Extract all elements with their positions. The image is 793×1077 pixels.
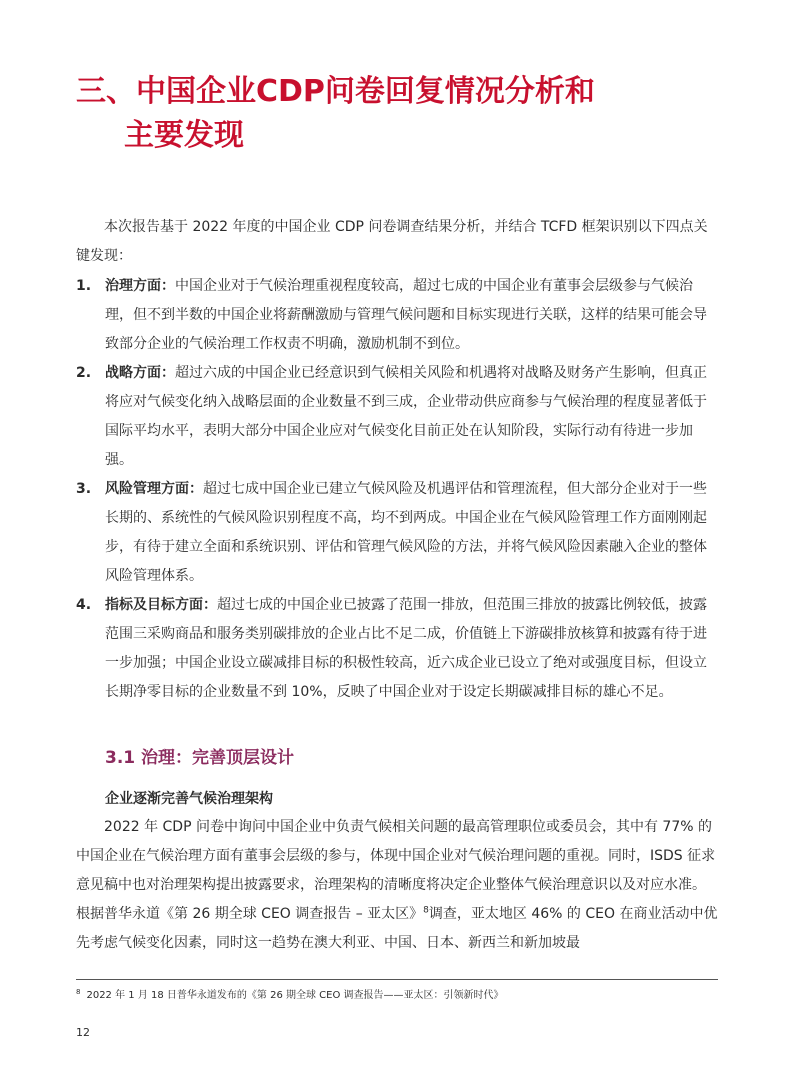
footnote-text: 2022 年 1 月 18 日普华永道发布的《第 26 期全球 CEO 调查报告——亚太区：引领新时代》 xyxy=(86,990,504,1001)
finding-term: 治理方面： xyxy=(105,278,175,294)
finding-item-risk-management xyxy=(76,475,718,591)
footnote-divider xyxy=(76,979,718,980)
finding-text: 超过七成的中国企业已披露了范围一排放，但范围三排放的披露比例较低，披露范围三采购商品和服务类别碳排放的企业占比不足二成，价值链上下游碳排放核算和披露有待于进一步加强；中国企业设立碳减排目标的积极性较高，近六成企业已设立了绝对或强度目标，但设立长期净零目标的企业数量不到 10%，反映了中国企业对于设定长期碳减排目标的雄心不足。 xyxy=(105,597,707,700)
section-heading: 3.1 治理：完善顶层设计 xyxy=(105,748,295,768)
body-paragraph xyxy=(76,813,718,958)
page-title-line-2: 主要发现 xyxy=(124,118,244,153)
key-findings-list xyxy=(76,272,718,707)
finding-item-strategy xyxy=(76,359,718,475)
page-number: 12 xyxy=(76,1026,90,1039)
finding-number: 2. xyxy=(76,365,92,381)
finding-number: 1. xyxy=(76,278,92,294)
footnote-marker: 8 xyxy=(76,987,81,996)
finding-item-metrics-targets xyxy=(76,591,718,707)
finding-text: 中国企业对于气候治理重视程度较高，超过七成的中国企业有董事会层级参与气候治理，但不到半数的中国企业将薪酬激励与管理气候问题和目标实现进行关联，这样的结果可能会导致部分企业的气候治理工作权责不明确，激励机制不到位。 xyxy=(105,278,707,352)
page-title xyxy=(76,70,756,158)
page-title-line-1: 三、中国企业CDP问卷回复情况分析和 xyxy=(76,74,595,109)
footnote xyxy=(76,988,718,1004)
finding-term: 指标及目标方面： xyxy=(105,597,217,613)
subsection-heading: 企业逐渐完善气候治理架构 xyxy=(105,791,273,807)
footnote-reference[interactable]: 8 xyxy=(423,905,429,916)
finding-number: 4. xyxy=(76,597,92,613)
finding-number: 3. xyxy=(76,481,92,497)
finding-text: 超过七成中国企业已建立气候风险及机遇评估和管理流程，但大部分企业对于一些长期的、系统性的气候风险识别程度不高，均不到两成。中国企业在气候风险管理工作方面刚刚起步，有待于建立全面和系统识别、评估和管理气候风险的方法，并将气候风险因素融入企业的整体风险管理体系。 xyxy=(105,481,707,584)
finding-term: 风险管理方面： xyxy=(105,481,203,497)
intro-paragraph: 本次报告基于 2022 年度的中国企业 CDP 问卷调查结果分析，并结合 TCFD 框架识别以下四点关键发现： xyxy=(76,219,708,264)
finding-item-governance xyxy=(76,272,718,359)
finding-text: 超过六成的中国企业已经意识到气候相关风险和机遇将对战略及财务产生影响，但真正将应对气候变化纳入战略层面的企业数量不到三成，企业带动供应商参与气候治理的程度显著低于国际平均水平，表明大部分中国企业应对气候变化目前正处在认知阶段，实际行动有待进一步加强。 xyxy=(105,365,707,468)
finding-term: 战略方面： xyxy=(105,365,175,381)
body-text-part-2: 调查，亚太地区 46% 的 CEO 在商业活动中优先考虑气候变化因素，同时这一趋势在澳大利亚、中国、日本、新西兰和新加坡最 xyxy=(76,906,718,951)
body-text-part-1: 2022 年 CDP 问卷中询问中国企业中负责气候相关问题的最高管理职位或委员会，其中有 77% 的中国企业在气候治理方面有董事会层级的参与，体现中国企业对气候治理问题的重视。同时，ISDS 征求意见稿中也对治理架构提出披露要求，治理架构的清晰度将决定企业整体气候治理意识以及对应水准。根据普华永道《第 26 期全球 CEO 调查报告 – 亚太区》 xyxy=(76,819,716,922)
